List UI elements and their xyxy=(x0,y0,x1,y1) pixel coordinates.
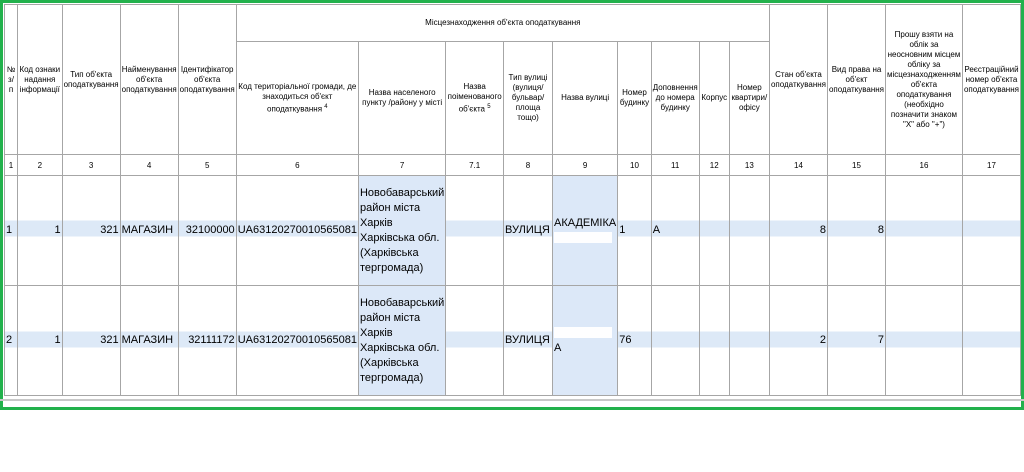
cell-named-object[interactable] xyxy=(446,286,504,396)
header-house-addition-text: Доповнення до номера будинку xyxy=(652,83,698,112)
header-info-code xyxy=(17,5,62,155)
cell-object-state[interactable]: 8 xyxy=(769,176,827,286)
column-number: 7 xyxy=(358,155,445,176)
cell-registration-number[interactable] xyxy=(962,286,1020,396)
cell-object-type[interactable]: 321 xyxy=(62,176,120,286)
cell-settlement[interactable]: Новобаварський район міста Харків Харківська обл. (Харківська тергромада) xyxy=(358,286,445,396)
cell-registration-request[interactable] xyxy=(886,286,963,396)
cell-object-id[interactable]: 32100000 xyxy=(178,176,236,286)
cell-house-number[interactable]: 76 xyxy=(618,286,651,396)
column-number: 8 xyxy=(504,155,553,176)
table-row xyxy=(5,176,1021,286)
header-object-id xyxy=(178,5,236,155)
cell-street-name[interactable] xyxy=(553,176,618,286)
header-house-number xyxy=(618,42,651,155)
column-number: 5 xyxy=(178,155,236,176)
cell-house-addition[interactable]: А xyxy=(651,176,699,286)
bottom-divider xyxy=(0,399,1024,401)
column-number: 1 xyxy=(5,155,18,176)
cell-building[interactable] xyxy=(699,176,729,286)
header-house-addition xyxy=(651,42,699,155)
column-number: 15 xyxy=(827,155,885,176)
header-no xyxy=(5,5,18,155)
column-number: 16 xyxy=(886,155,963,176)
header-building-text: Корпус xyxy=(701,93,728,102)
header-apartment-text: Номер квартири/ офісу xyxy=(731,83,768,112)
header-registration-request-text: Прошу взяти на облік за неосновним місцем обліку за місцезнаходженням об'єкта оподаткування (необхідно позначити знаком "Х" або "+") xyxy=(887,29,961,129)
cell-community-code[interactable]: UA63120270010565081 xyxy=(236,176,358,286)
street-name-text: АКАДЕМІКА xyxy=(554,216,617,229)
header-object-name xyxy=(120,5,178,155)
header-registration-number-text: Реєстраційний номер об'єкта оподаткування xyxy=(963,64,1019,94)
footnote-5: 5 xyxy=(487,103,491,110)
header-info-code-text: Код ознаки надання інформації xyxy=(19,64,61,94)
header-object-type xyxy=(62,5,120,155)
cell-object-name[interactable]: МАГАЗИН xyxy=(120,176,178,286)
column-number: 17 xyxy=(962,155,1020,176)
header-apartment xyxy=(729,42,769,155)
column-number: 9 xyxy=(553,155,618,176)
cell-no[interactable]: 1 xyxy=(5,176,18,286)
cell-building[interactable] xyxy=(699,286,729,396)
header-street-name-text: Назва вулиці xyxy=(561,93,610,102)
cell-street-type[interactable]: ВУЛИЦЯ xyxy=(504,176,553,286)
redaction-mark xyxy=(554,327,612,338)
cell-apartment[interactable] xyxy=(729,176,769,286)
header-named-object xyxy=(446,42,504,155)
header-object-state xyxy=(769,5,827,155)
header-right-type-text: Вид права на об'єкт оподаткування xyxy=(828,64,885,94)
header-no-text: № з/п xyxy=(6,64,16,94)
cell-registration-number[interactable] xyxy=(962,176,1020,286)
header-object-name-text: Найменування об'єкта оподаткування xyxy=(121,64,177,94)
cell-info-code[interactable]: 1 xyxy=(17,176,62,286)
cell-apartment[interactable] xyxy=(729,286,769,396)
tax-object-table xyxy=(4,4,1021,396)
column-number: 10 xyxy=(618,155,651,176)
column-number: 2 xyxy=(17,155,62,176)
header-street-type xyxy=(504,42,553,155)
header-settlement xyxy=(358,42,445,155)
cell-right-type[interactable]: 8 xyxy=(827,176,885,286)
table-row xyxy=(5,286,1021,396)
column-number: 12 xyxy=(699,155,729,176)
cell-object-state[interactable]: 2 xyxy=(769,286,827,396)
column-number: 7.1 xyxy=(446,155,504,176)
header-location-group xyxy=(236,5,769,42)
header-street-type-text: Тип вулиці (вулиця/ бульвар/ площа тощо) xyxy=(508,73,548,122)
column-number-row xyxy=(5,155,1021,176)
header-community-code-text: Код територіальної громади, де знаходиться об'єкт оподаткування xyxy=(238,81,357,114)
cell-named-object[interactable] xyxy=(446,176,504,286)
header-registration-request xyxy=(886,5,963,155)
cell-right-type[interactable]: 7 xyxy=(827,286,885,396)
cell-object-type[interactable]: 321 xyxy=(62,286,120,396)
cell-house-addition[interactable] xyxy=(651,286,699,396)
header-community-code xyxy=(236,42,358,155)
header-settlement-text: Назва населеного пункту /району у місті xyxy=(362,88,443,107)
cell-street-name[interactable] xyxy=(553,286,618,396)
header-right-type xyxy=(827,5,885,155)
header-location-group-text: Місцезнаходження об'єкта оподаткування xyxy=(425,18,581,27)
header-house-number-text: Номер будинку xyxy=(619,88,650,107)
cell-street-type[interactable]: ВУЛИЦЯ xyxy=(504,286,553,396)
column-number: 3 xyxy=(62,155,120,176)
header-object-type-text: Тип об'єкта оподаткування xyxy=(63,69,119,89)
header-building xyxy=(699,42,729,155)
header-object-state-text: Стан об'єкта оподаткування xyxy=(770,69,826,89)
header-named-object-text: Назва поіменованого об'єкта xyxy=(447,81,502,114)
street-name-text: А xyxy=(554,341,562,354)
column-number: 13 xyxy=(729,155,769,176)
column-number: 14 xyxy=(769,155,827,176)
cell-house-number[interactable]: 1 xyxy=(618,176,651,286)
footnote-4: 4 xyxy=(324,103,328,110)
header-street-name xyxy=(553,42,618,155)
column-number: 11 xyxy=(651,155,699,176)
cell-community-code[interactable]: UA63120270010565081 xyxy=(236,286,358,396)
column-number: 4 xyxy=(120,155,178,176)
cell-object-name[interactable]: МАГАЗИН xyxy=(120,286,178,396)
cell-no[interactable]: 2 xyxy=(5,286,18,396)
cell-registration-request[interactable] xyxy=(886,176,963,286)
redaction-mark xyxy=(554,232,612,243)
header-object-id-text: Ідентифікатор об'єкта оподаткування xyxy=(179,64,235,94)
column-number: 6 xyxy=(236,155,358,176)
cell-object-id[interactable]: 32111172 xyxy=(178,286,236,396)
cell-info-code[interactable]: 1 xyxy=(17,286,62,396)
cell-settlement[interactable]: Новобаварський район міста Харків Харківська обл. (Харківська тергромада) xyxy=(358,176,445,286)
header-registration-number xyxy=(962,5,1020,155)
